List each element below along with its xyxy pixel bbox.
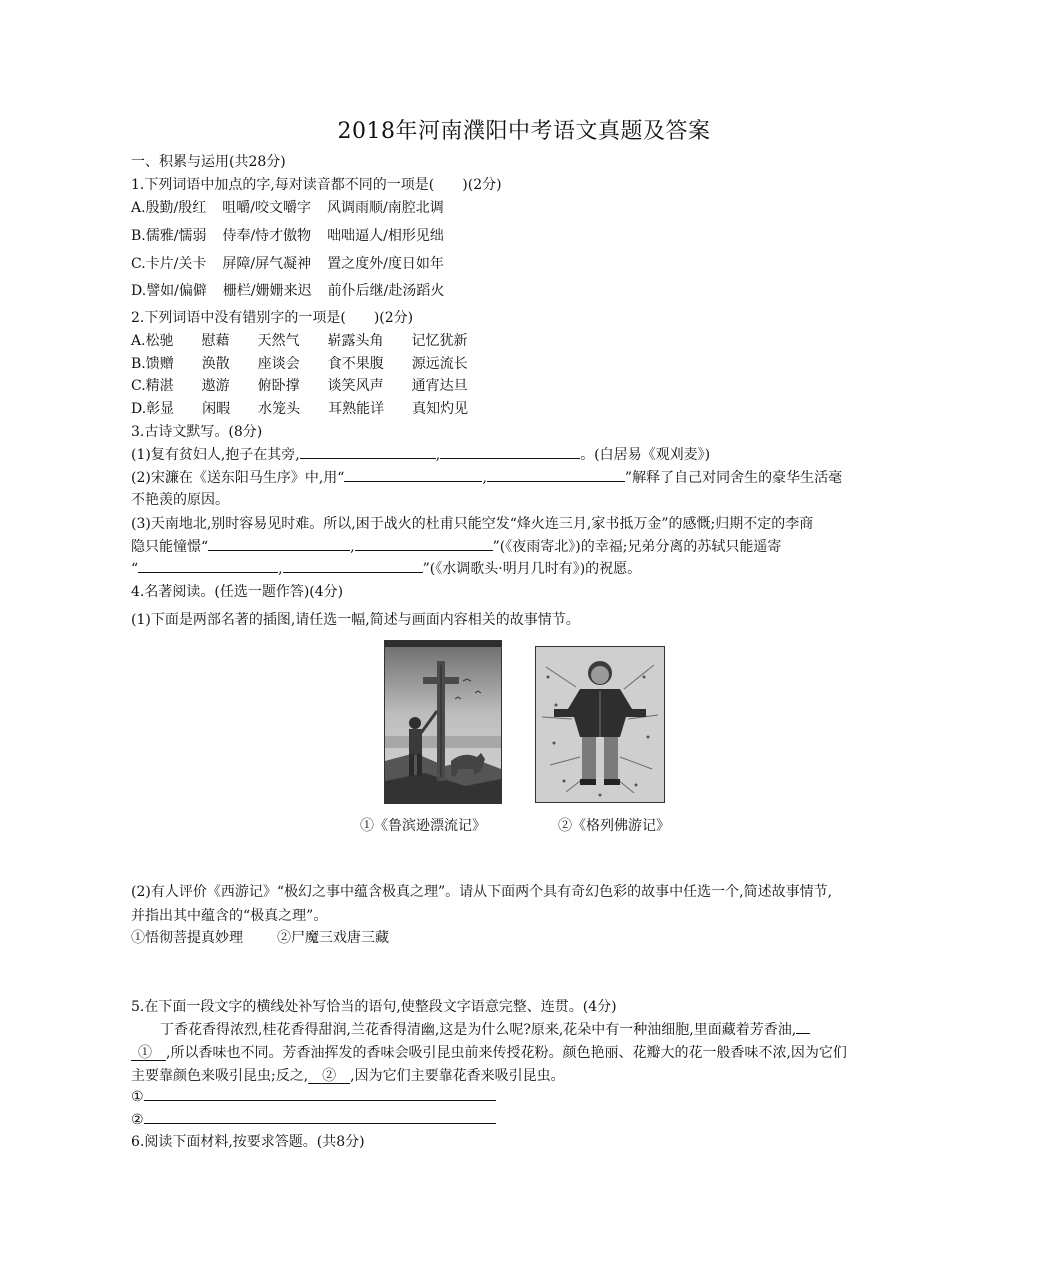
option-label: B. xyxy=(131,228,146,244)
q3-part3: (3)天南地北,别时容易见时难。所以,困于战火的杜甫只能空发“烽火连三月,家书抵万金”的感慨;归期不定的李商 xyxy=(131,516,814,532)
option-label: A. xyxy=(131,200,146,216)
answer-blank[interactable] xyxy=(208,536,350,551)
q4-options xyxy=(131,927,389,949)
q2-stem: 2.下列词语中没有错别字的一项是( )(2分) xyxy=(131,310,414,326)
q5-text: ,所以香味也不同。芳香油挥发的香味会吸引昆虫前来传授花粉。颜色艳丽、花瓣大的花一般香味不浓,因为它们 xyxy=(166,1045,847,1061)
answer-blank[interactable] xyxy=(300,444,436,459)
q1-option-a xyxy=(131,197,444,219)
option-item: 咄咄逼人/相形见绌 xyxy=(327,228,444,244)
answer-number: ① xyxy=(131,1089,144,1105)
q6-stem: 6.阅读下面材料,按要求答题。(共8分) xyxy=(131,1134,365,1150)
q5-answer-2 xyxy=(131,1109,496,1131)
option-item: 置之度外/度日如年 xyxy=(327,256,444,272)
answer-blank[interactable] xyxy=(487,467,625,482)
q3-text: (1)复有贫妇人,抱子在其旁, xyxy=(131,447,300,463)
answer-number: ② xyxy=(131,1112,144,1128)
option-item: 风调雨顺/南腔北调 xyxy=(327,200,444,216)
blank-marker xyxy=(308,1068,350,1084)
option-item: 咀嚼/咬文嚼字 xyxy=(222,200,311,216)
answer-blank[interactable] xyxy=(440,444,580,459)
q3-part3-line2: 隐只能憧憬“ , ”(《夜雨寄北》)的幸福;兄弟分离的苏轼只能遥寄 xyxy=(131,536,781,558)
option-item: 卡片/关卡 xyxy=(145,256,207,272)
option-item: 譬如/偏僻 xyxy=(146,283,207,299)
option-item: 屏障/屏气凝神 xyxy=(222,256,312,272)
q4-text: 4.名著阅读。( xyxy=(131,584,220,600)
q3-part3-line3: “ , ”(《水调歌头·明月几时有》)的祝愿。 xyxy=(131,558,641,580)
robinson-crusoe-illustration xyxy=(384,640,502,804)
cross-dog-figure-icon xyxy=(385,641,501,803)
q5-answer-1 xyxy=(131,1086,496,1108)
page-title: 2018年河南濮阳中考语文真题及答案 xyxy=(337,119,711,144)
section-heading: 一、积累与运用(共28分) xyxy=(131,154,286,170)
q3-part2-cont: 不艳羡的原因。 xyxy=(131,492,229,508)
answer-line[interactable] xyxy=(144,1086,496,1101)
q5-text: 丁香花香得浓烈,桂花香得甜润,兰花香得清幽,这是为什么呢?原来,花朵中有一种油细胞,里面藏着芳香油, xyxy=(160,1022,797,1038)
option-item: 侍奉/恃才傲物 xyxy=(222,228,312,244)
q4-stem xyxy=(131,581,343,603)
answer-blank[interactable] xyxy=(138,558,278,573)
q5-text: ,因为它们主要靠花香来吸引昆虫。 xyxy=(350,1068,565,1084)
q3-text: “ xyxy=(131,561,139,577)
option-item: 栅栏/姗姗来迟 xyxy=(222,283,312,299)
q1-option-c xyxy=(131,253,444,275)
option-label: C. xyxy=(131,256,146,272)
q3-text: 隐只能憧憬“ xyxy=(131,539,209,555)
option-label: D. xyxy=(131,283,147,299)
q1-option-d xyxy=(131,280,444,302)
answer-line[interactable] xyxy=(144,1109,496,1124)
q3-part2: (2)宋濂在《送东阳马生序》中,用“ , ”解释了自己对同舍生的豪华生活毫 xyxy=(131,467,842,489)
answer-blank[interactable] xyxy=(283,558,423,573)
answer-blank[interactable] xyxy=(355,536,493,551)
q2-option-c: C.精湛 遨游 俯卧撑 谈笑风声 通宵达旦 xyxy=(131,378,468,394)
q2-option-a: A.松驰 慰藉 天然气 崭露头角 记忆犹新 xyxy=(131,333,468,349)
option-item: 殷勤/殷红 xyxy=(145,200,207,216)
q5-marker: ② xyxy=(322,1068,337,1084)
q1-stem: 1.下列词语中加点的字,每对读音都不同的一项是( )(2分) xyxy=(131,177,502,193)
option-item: 前仆后继/赴汤蹈火 xyxy=(327,283,445,299)
q3-text: 。(白居易《观刈麦》) xyxy=(580,447,711,463)
q5-stem: 5.在下面一段文字的横线处补写恰当的语句,使整段文字语意完整、连贯。(4分) xyxy=(131,999,617,1015)
option-item: 儒雅/懦弱 xyxy=(145,228,207,244)
bound-giant-icon xyxy=(536,647,664,802)
blank-marker xyxy=(131,1045,166,1061)
q3-text: ”解释了自己对同舍生的豪华生活毫 xyxy=(624,470,843,486)
q2-option-b: B.馈赠 涣散 座谈会 食不果腹 源远流长 xyxy=(131,356,468,372)
q3-text: (2)宋濂在《送东阳马生序》中,用“ xyxy=(131,470,345,486)
q4-text: 作答)(4分) xyxy=(275,584,344,600)
q5-passage-line2 xyxy=(131,1042,847,1064)
q4-part1: (1)下面是两部名著的插图,请任选一幅,简述与画面内容相关的故事情节。 xyxy=(131,612,580,628)
caption-robinson: ①《鲁滨逊漂流记》 xyxy=(360,818,486,834)
q3-text: ”(《水调歌头·明月几时有》)的祝愿。 xyxy=(422,561,642,577)
q3-text: ”(《夜雨寄北》)的幸福;兄弟分离的苏轼只能遥寄 xyxy=(492,539,782,555)
q2-option-d: D.彰显 闲暇 水笼头 耳熟能详 真知灼见 xyxy=(131,401,469,417)
q5-passage-line1 xyxy=(160,1019,810,1041)
q4-part2: (2)有人评价《西游记》“极幻之事中蕴含极真之理”。请从下面两个具有奇幻色彩的故事中任选一个,简述故事情节, xyxy=(131,884,833,900)
q4-part2-cont: 并指出其中蕴含的“极真之理”。 xyxy=(131,908,328,924)
q1-option-b xyxy=(131,225,444,247)
q3-stem: 3.古诗文默写。(8分) xyxy=(131,424,263,440)
q5-text: 主要靠颜色来吸引昆虫;反之, xyxy=(131,1068,309,1084)
q3-part1: (1)复有贫妇人,抱子在其旁, , 。(白居易《观刈麦》) xyxy=(131,444,710,466)
q5-marker: ① xyxy=(138,1045,152,1061)
q5-passage-line3 xyxy=(131,1065,565,1087)
q4-option: ②尸魔三戏唐三藏 xyxy=(277,930,389,946)
gulliver-illustration xyxy=(535,646,665,803)
answer-blank[interactable] xyxy=(796,1019,810,1034)
caption-gulliver: ②《格列佛游记》 xyxy=(558,818,670,834)
q4-emphasis: 任选一题 xyxy=(219,584,276,600)
q4-option: ①悟彻菩提真妙理 xyxy=(131,930,243,946)
answer-blank[interactable] xyxy=(344,467,482,482)
